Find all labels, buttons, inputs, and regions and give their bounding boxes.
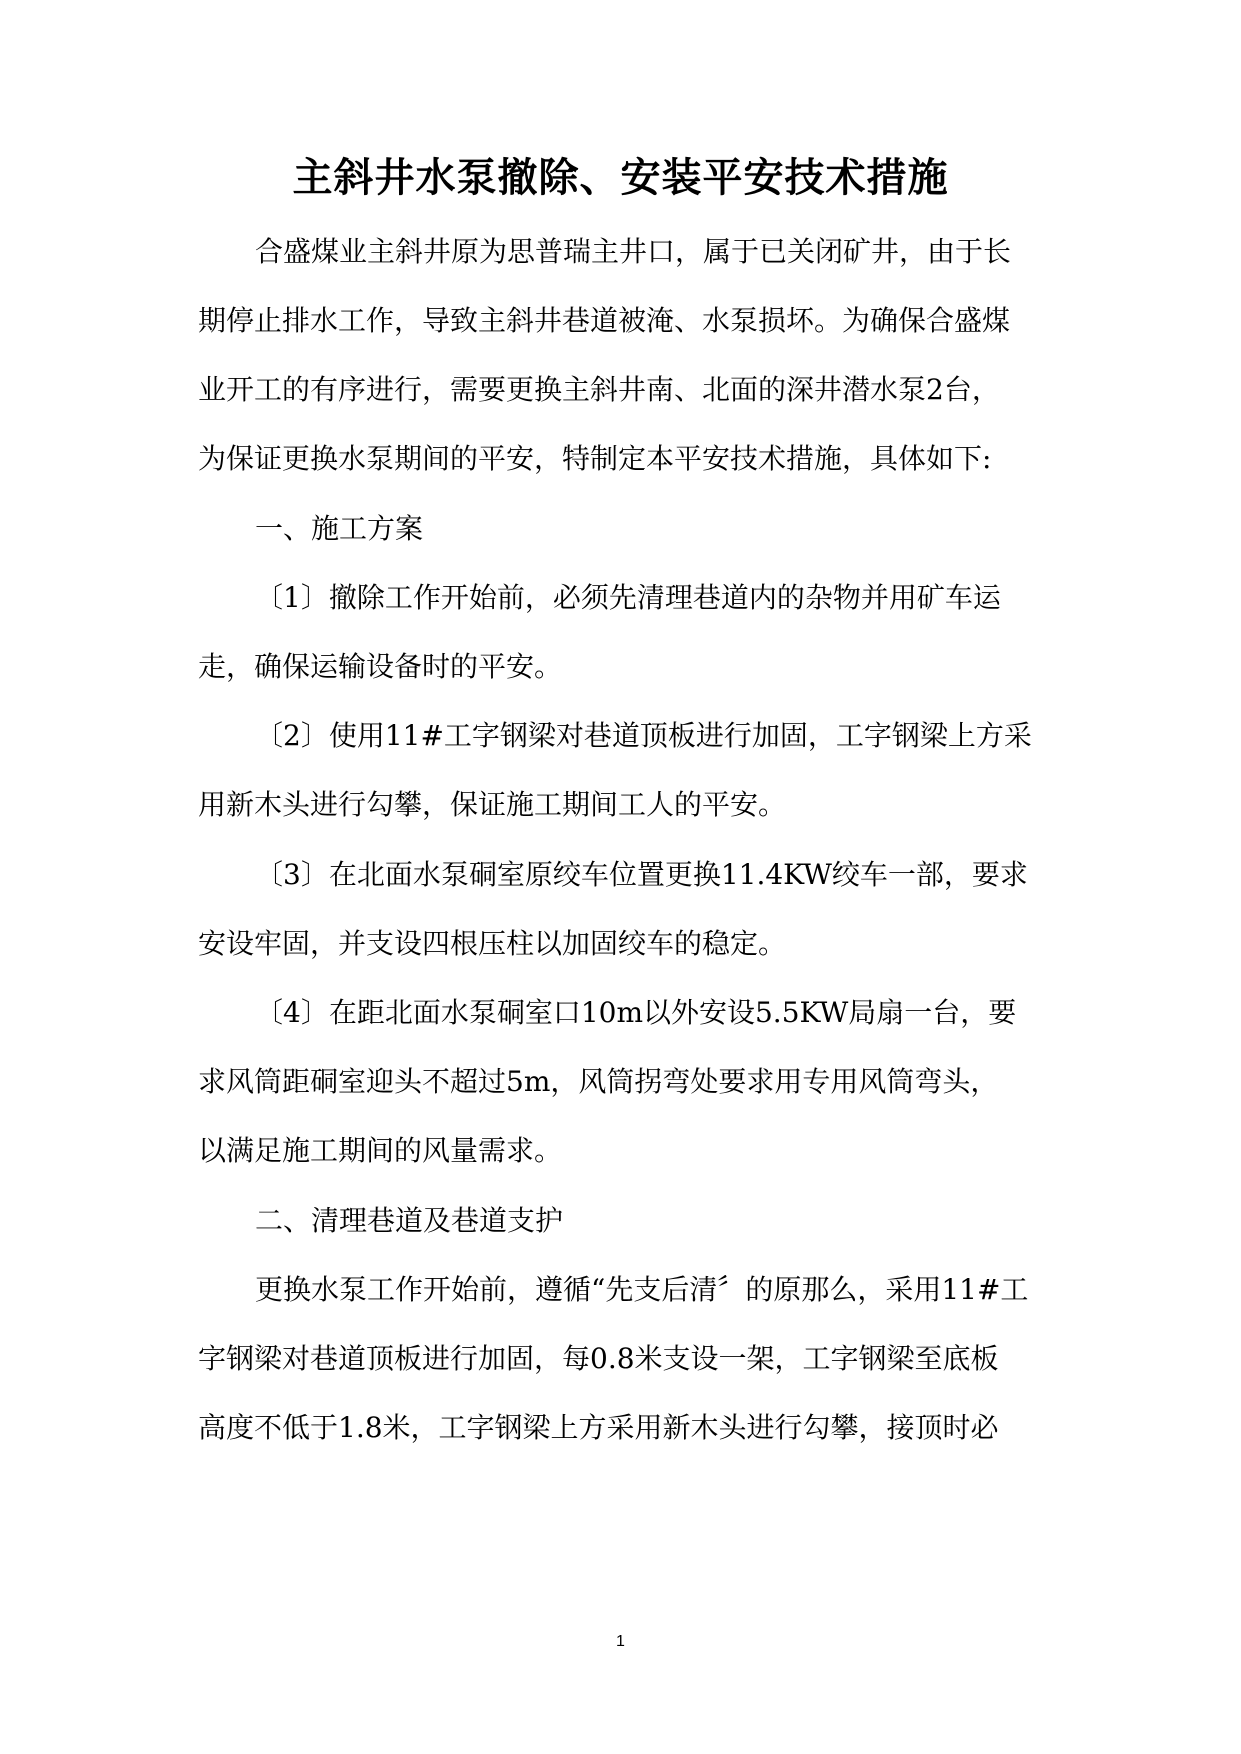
text-line: 高度不低于1.8米，工字钢梁上方采用新木头进行勾攀，接顶时必: [198, 1411, 999, 1444]
text-line: 用新木头进行勾攀，保证施工期间工人的平安。: [198, 788, 787, 821]
page-number: 1: [616, 1633, 625, 1650]
text-line: 〔3〕在北面水泵硐室原绞车位置更换11.4KW绞车一部，要求: [255, 858, 1028, 891]
document-title: 主斜井水泵撤除、安装平安技术措施: [292, 154, 949, 201]
text-line: 求风筒距硐室迎头不超过5m，风筒拐弯处要求用专用风筒弯头，: [198, 1065, 999, 1098]
text-line: 〔1〕撤除工作开始前，必须先清理巷道内的杂物并用矿车运: [255, 581, 1001, 614]
text-line: 以满足施工期间的风量需求。: [198, 1134, 563, 1167]
text-line: 为保证更换水泵期间的平安，特制定本平安技术措施，具体如下:: [198, 442, 992, 475]
text-line: 〔2〕使用11#工字钢梁对巷道顶板进行加固，工字钢梁上方采: [255, 719, 1032, 752]
text-line: 期停止排水工作，导致主斜井巷道被淹、水泵损坏。为确保合盛煤: [198, 304, 1011, 337]
section-heading: 一、施工方案: [255, 512, 424, 545]
text-line: 字钢梁对巷道顶板进行加固，每0.8米支设一架，工字钢梁至底板: [198, 1342, 999, 1375]
text-line: 合盛煤业主斜井原为思普瑞主井口，属于已关闭矿井，由于长: [255, 235, 1012, 268]
text-line: 更换水泵工作开始前，遵循“先支后清〞的原那么，采用11#工: [255, 1273, 1029, 1306]
text-line: 业开工的有序进行，需要更换主斜井南、北面的深井潜水泵2台，: [198, 373, 1000, 406]
text-line: 安设牢固，并支设四根压柱以加固绞车的稳定。: [198, 927, 787, 960]
section-heading: 二、清理巷道及巷道支护: [255, 1204, 564, 1237]
text-line: 走，确保运输设备时的平安。: [198, 650, 563, 683]
text-line: 〔4〕在距北面水泵硐室口10m以外安设5.5KW局扇一台，要: [255, 996, 1017, 1029]
